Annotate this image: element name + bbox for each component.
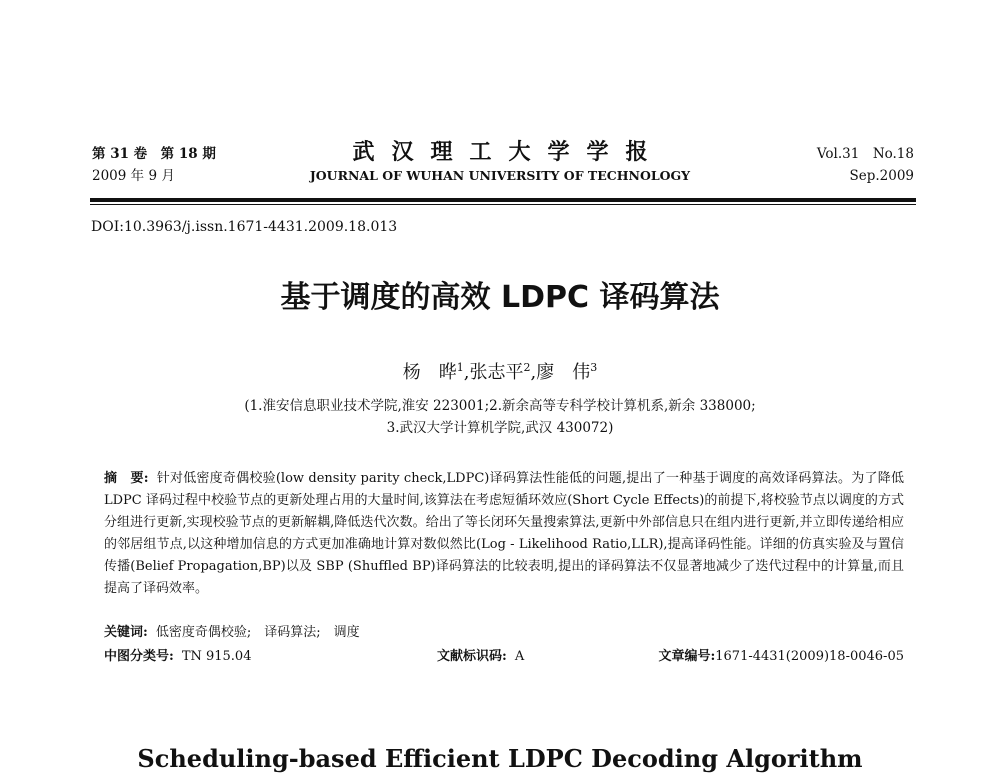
keywords — [104, 622, 360, 644]
author-name: 杨 晔 — [402, 362, 457, 383]
header-right — [817, 143, 914, 187]
paper-title: 基于调度的高效 LDPC 译码算法 — [280, 280, 720, 315]
abstract — [104, 468, 904, 600]
keywords-text: 低密度奇偶校验; 译码算法; 调度 — [155, 625, 360, 640]
date-cn: 2009 年 9 月 — [92, 168, 175, 184]
clc-value: TN 915.04 — [181, 649, 252, 664]
author-affiliation-mark: 2 — [523, 361, 531, 374]
volume-issue-cn: 第 31 卷 第 18 期 — [92, 146, 216, 162]
affiliation-line: 3.武汉大学计算机学院,武汉 430072) — [386, 420, 614, 436]
article-number-label: 文章编号: — [658, 649, 716, 664]
article-number-value: 1671-4431(2009)18-0046-05 — [715, 649, 904, 664]
author-name: 廖 伟 — [536, 362, 591, 383]
article-number — [658, 646, 904, 668]
english-title: Scheduling-based Efficient LDPC Decoding Algorithm — [137, 744, 863, 773]
header-rule-thick — [90, 198, 916, 202]
keywords-label: 关键词: — [104, 625, 148, 640]
author-list: 杨 晔$^1$,张志平$^2$,廖 伟$^3$ — [402, 361, 598, 383]
header-rule-thin — [90, 204, 916, 205]
clc-label: 中图分类号: — [104, 649, 174, 664]
volume-issue-en: Vol.31 No.18 — [816, 146, 914, 162]
abstract-label: 摘 要: — [104, 471, 149, 486]
affiliations — [0, 395, 1000, 439]
doc-code-value: A — [514, 649, 525, 664]
header-left — [92, 143, 216, 187]
clc-number — [104, 646, 251, 668]
doc-code-label: 文献标识码: — [437, 649, 507, 664]
author-name: 张志平 — [469, 362, 524, 383]
abstract-text: 针对低密度奇偶校验(low density parity check,LDPC)译码算法性能低的问题,提出了一种基于调度的高效译码算法。为了降低 LDPC 译码过程中校验节点的更新处理占用的大量时间,该算法在考虑短循环效应(Short Cycle Effects)的前提下,将校验节点以调度的方式分组进行更新,实现校验节点的更新解耦,降低迭代次数。给出了等长闭环矢量搜索算法,更新中外部信息只在组内进行更新,并立即传递给相应的邻居组节点,以这种增加信息的方式更加准确地计算对数似然比(Log - Likelihood Ratio,LLR),提高译码性能。详细的仿真实验及与置信传播(Belief Propagation,BP)以及 SBP (Shuffled BP)译码算法的比较表明,提出的译码算法不仅显著地减少了迭代过程中的计算量,而且提高了译码效率。 — [104, 471, 904, 596]
author-affiliation-mark: 1 — [456, 361, 464, 374]
document-code — [437, 646, 524, 668]
journal-name-cn: 武汉理工大学学报 — [352, 139, 665, 165]
author-affiliation-mark: 3 — [590, 361, 598, 374]
affiliation-line: (1.淮安信息职业技术学院,淮安 223001;2.新余高等专科学校计算机系,新余 338000; — [244, 398, 756, 414]
journal-name-en: JOURNAL OF WUHAN UNIVERSITY OF TECHNOLOGY — [309, 168, 691, 183]
journal-masthead — [290, 138, 710, 186]
date-en: Sep.2009 — [849, 168, 914, 184]
doi: DOI:10.3963/j.issn.1671-4431.2009.18.013 — [91, 219, 398, 235]
